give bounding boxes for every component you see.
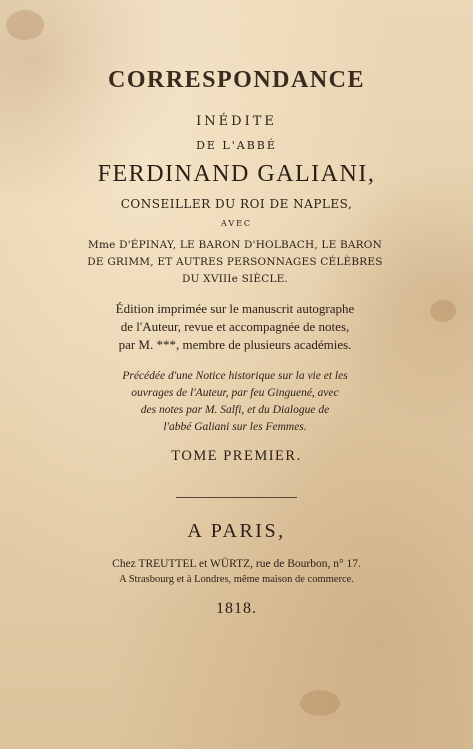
place-of-publication: A PARIS,	[187, 520, 286, 542]
foxing-stain	[300, 690, 340, 716]
notice-line: l'abbé Galiani sur les Femmes.	[163, 421, 307, 433]
author-name: FERDINAND GALIANI,	[97, 161, 376, 187]
book-subtitle: INÉDITE	[196, 114, 277, 129]
correspondents-line: DE GRIMM, ET AUTRES PERSONNAGES CÉLÈBRES	[87, 256, 383, 268]
foxing-stain	[6, 10, 44, 40]
edition-line: Édition imprimée sur le manuscrit autographe	[115, 301, 355, 316]
notice-line: Précédée d'une Notice historique sur la vie et les	[122, 370, 348, 382]
notice-block	[48, 368, 422, 436]
with-label: AVEC	[220, 219, 253, 228]
divider-rule	[176, 497, 297, 498]
notice-line: des notes par M. Salfi, et du Dialogue de	[140, 404, 330, 416]
book-title: CORRESPONDANCE	[107, 67, 365, 93]
edition-line: par M. ***, membre de plusieurs académies.	[118, 337, 352, 352]
volume-label: TOME PREMIER.	[171, 448, 302, 464]
edition-line: de l'Auteur, revue et accompagnée de notes,	[120, 319, 350, 334]
publication-year: 1818.	[216, 600, 257, 617]
branches-line: A Strasbourg et à Londres, même maison de commerce.	[119, 574, 354, 585]
publisher-line: Chez TREUTTEL et WÜRTZ, rue de Bourbon, n° 17.	[112, 558, 361, 570]
notice-line: ouvrages de l'Auteur, par feu Ginguené, avec	[131, 387, 339, 399]
foxing-stain	[430, 300, 456, 322]
of-the-abbe: DE L'ABBÉ	[196, 139, 277, 152]
correspondents-line: Mme D'ÉPINAY, LE BARON D'HOLBACH, LE BARON	[88, 239, 382, 251]
correspondents-block	[48, 237, 422, 288]
correspondents-line: DU XVIIIe SIÈCLE.	[181, 273, 289, 285]
edition-block	[48, 300, 422, 354]
author-role: CONSEILLER DU ROI DE NAPLES,	[120, 197, 353, 211]
